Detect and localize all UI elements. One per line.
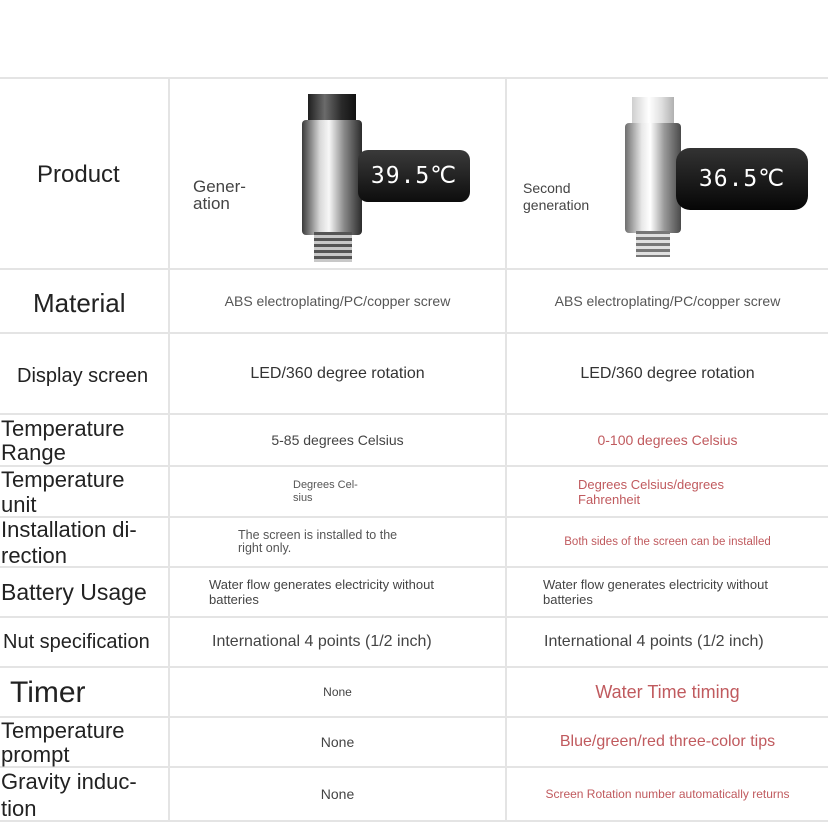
gen2-thread [636, 231, 670, 257]
gen1-body [302, 120, 362, 235]
gen2-temperature-prompt: Blue/green/red three-color tips [559, 733, 776, 750]
row-label-gravity-induction: Gravity induc- tion [1, 769, 137, 821]
row-label-material: Material [33, 288, 126, 319]
gen2-display-reading: 36.5℃ [698, 166, 786, 192]
gen1-temperature-unit: Degrees Cel- sius [293, 478, 358, 504]
gen2-material: ABS electroplating/PC/copper screw [554, 293, 781, 309]
row-label-battery-usage: Battery Usage [1, 578, 147, 605]
gen2-temperature-unit: Degrees Celsius/degrees Fahrenheit [578, 476, 724, 507]
gen1-timer: None [323, 685, 352, 699]
gen2-thermometer-image [620, 95, 810, 265]
gen2-battery-usage: Water flow generates electricity without batteries [543, 577, 768, 607]
gen2-display-screen: LED/360 degree rotation [580, 364, 755, 382]
gen2-nut-specification: International 4 points (1/2 inch) [544, 633, 764, 650]
gen1-thread [314, 232, 352, 262]
gen1-nut-specification: International 4 points (1/2 inch) [212, 633, 432, 650]
gen2-gravity-induction: Screen Rotation number automatically returns [545, 787, 790, 801]
gen2-caption: Second generation [523, 180, 590, 213]
row-label-temperature-range: Temperature Range [1, 416, 125, 465]
gen1-thermometer-image [300, 92, 470, 262]
gen2-temperature-range: 0-100 degrees Celsius [597, 432, 738, 448]
gen2-timer: Water Time timing [595, 681, 740, 702]
row-label-temperature-prompt: Temperature prompt [1, 718, 125, 767]
gen1-temperature-range: 5-85 degrees Celsius [271, 432, 404, 448]
gen1-led-display [358, 150, 470, 202]
gen1-material: ABS electroplating/PC/copper screw [224, 293, 451, 309]
gen1-installation-direction: The screen is installed to the right only. [238, 528, 398, 555]
row-label-timer: Timer [10, 676, 86, 710]
gen1-display-screen: LED/360 degree rotation [250, 364, 425, 382]
gen1-display-reading: 39.5℃ [370, 163, 458, 189]
row-label-product: Product [37, 161, 120, 189]
row-label-nut-specification: Nut specification [3, 630, 150, 653]
gen1-nut [308, 94, 356, 122]
gen1-temperature-prompt: None [320, 734, 355, 750]
gen1-gravity-induction: None [320, 786, 355, 802]
row-label-installation-direction: Installation di- rection [1, 517, 137, 568]
gen2-led-display [676, 148, 808, 210]
row-divider [0, 77, 828, 79]
row-label-temperature-unit: Temperature unit [1, 467, 125, 517]
gen1-battery-usage: Water flow generates electricity without batteries [209, 577, 434, 607]
gen2-nut [632, 97, 674, 125]
gen1-caption: Gener- ation [193, 177, 246, 213]
gen2-installation-direction: Both sides of the screen can be installed [564, 536, 771, 548]
row-label-display-screen: Display screen [17, 364, 149, 387]
gen2-body [625, 123, 681, 233]
